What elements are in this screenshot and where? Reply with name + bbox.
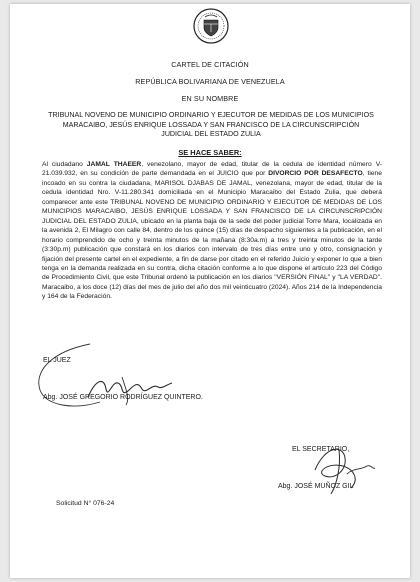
document-page bbox=[10, 4, 410, 578]
name-line: EN SU NOMBRE bbox=[181, 94, 239, 103]
body-text-4: , ubicado en la planta baja de la sede del poder judicial Torre Mara, localizada en la avenida 2, El Milagro con calle 84, dentro de los quince (15) días de despacho siguientes a la publicación, en el horario comprendido de ocho y treinta minutos de la mañana (8:30a.m) a tres y treinta minutos de la tarde (3:30p.m) publicación que constará en los diarios con intervalo de tres días entre uno y otro, consignación y fijación del presente cartel en el expediente, a fin de darse por citado en el referido Juicio y exponer lo que a bien tenga en la demanda realizada en su contra, dicha citación conforme a lo que dispone el artículo 223 del Código de Procedimiento Civil, que este Tribunal ordenó la publicación en los diarios "VERSIÓN FINAL" y "LA VERDAD". Maracaibo, a los doce (12) días del mes de julio del año dos mil veinticuatro (2024). Años 214 de la Independencia y 164 de la Federación. bbox=[42, 217, 382, 301]
secretary-name: Abg. JOSÉ MUÑOZ GIL bbox=[278, 483, 354, 490]
body-text-2: , venezolano, mayor de edad, titular de la cedula de identidad número V-21.039.932, en su condición de parte demandada en el JUICIO que por bbox=[42, 161, 383, 178]
defendant-name: JAMAL THAEER bbox=[86, 161, 142, 168]
tribunal-heading: TRIBUNAL NOVENO DE MUNICIPIO ORDINARIO Y EJECUTOR DE MEDIDAS DE LOS MUNICIPIOS MARACAIBO, JESÚS ENRIQUE LOSSADA Y SAN FRANCISCO DE LA CIRCUNSCRIPCIÓN JUDICIAL DEL ESTADO ZULIA bbox=[48, 111, 374, 139]
body-text-1: Al ciudadano bbox=[42, 161, 87, 168]
document-title: CARTEL DE CITACIÓN bbox=[171, 60, 249, 69]
secretario-label: EL SECRETARIO, bbox=[292, 446, 350, 453]
juez-label: EL JUEZ bbox=[43, 357, 71, 364]
body-text-3: , tiene incoado en su contra la ciudadana, MARISOL DJABAS DE JAMAL, venezolana, mayor de edad, titular de la cedula identidad Nro. V-11.280.341 domiciliada en el Municipio Maracaibo del Estado Zulia, que deberá comparecer ante este bbox=[42, 170, 382, 206]
country-line: REPÚBLICA BOLIVARIANA DE VENEZUELA bbox=[135, 77, 285, 86]
national-seal-icon bbox=[193, 8, 229, 44]
hace-saber-heading: SE HACE SABER: bbox=[178, 148, 242, 157]
judge-name: Abg. JOSÉ GREGORIO RODRÍGUEZ QUINTERO. bbox=[43, 394, 203, 401]
citation-body bbox=[42, 160, 382, 302]
case-type: DIVORCIO POR DESAFECTO bbox=[268, 170, 363, 178]
tribunal-name-inline: TRIBUNAL NOVENO DE MUNICIPIO ORDINARIO Y EJECUTOR DE MEDIDAS DE LOS MUNICIPIOS MARACAIBO, JESÚS ENRIQUE LOSSADA Y SAN FRANCISCO DE LA CIRCUNSCRIPCIÓN JUDICIAL DEL ESTADO ZULIA bbox=[42, 198, 382, 225]
judge-signature-icon bbox=[82, 369, 182, 407]
solicitud-number: Solicitud N° 076-24 bbox=[56, 500, 115, 507]
